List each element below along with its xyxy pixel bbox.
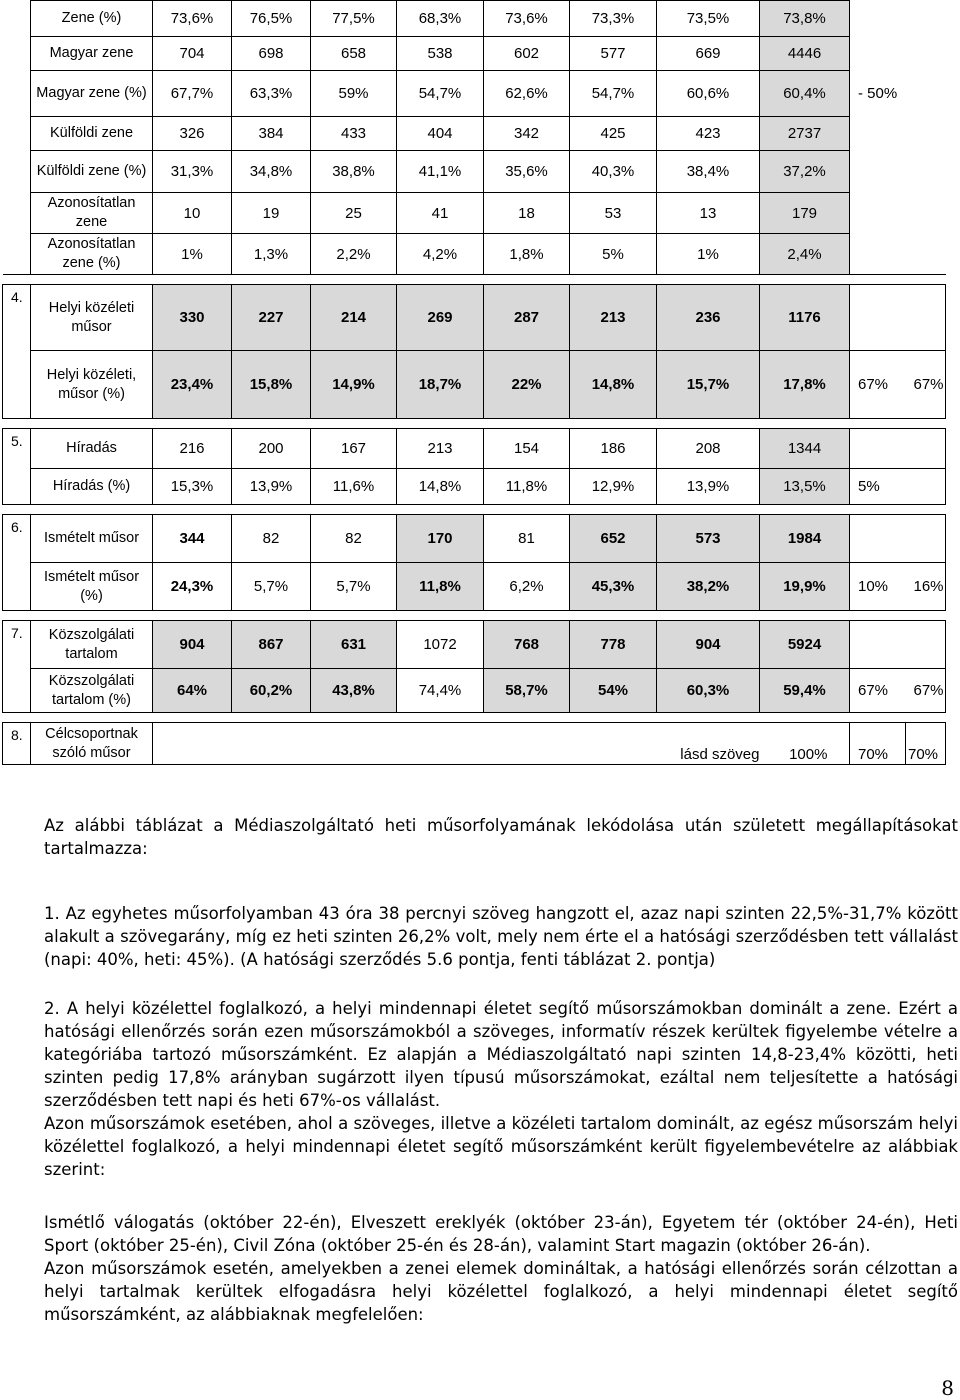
value-cell: 40,3% bbox=[570, 151, 657, 193]
value-cell: 35,6% bbox=[484, 151, 570, 193]
value-cell: 12,9% bbox=[570, 469, 657, 505]
value-cell: 1072 bbox=[397, 621, 484, 669]
value-cell: 58,7% bbox=[484, 669, 570, 713]
value-cell: 54% bbox=[570, 669, 657, 713]
value-cell: 433 bbox=[311, 117, 397, 151]
value-cell: 82 bbox=[232, 515, 311, 563]
value-cell: 425 bbox=[570, 117, 657, 151]
table-spacer-row bbox=[3, 275, 946, 285]
value-cell: 60,4% bbox=[760, 71, 850, 117]
value-cell: 63,3% bbox=[232, 71, 311, 117]
value-cell: 236 bbox=[657, 285, 760, 351]
value-cell: 37,2% bbox=[760, 151, 850, 193]
row-label: Célcsoportnak szóló műsor bbox=[31, 723, 153, 765]
value-cell: 22% bbox=[484, 351, 570, 419]
finding-2: 2. A helyi közélettel foglalkozó, a helyi mindennapi életet segítő műsorszámokban dominált a zene. Ezért a hatósági ellenőrzés során ezen műsorszámokból a szöveges, informatív részek kerültek figyelembe vételre a kategóriába tartozó műsorszámként. Ez alapján a Médiaszolgáltató napi szinten 14,8-23,4% közötti, heti szinten pedig 17,8% arányban sugárzott ilyen típusú műsorszámokat, ezáltal nem teljesítette a hatósági szerződésben tett napi és heti 67%-os vállalást. Azon műsorszámok esetében, ahol a szöveges, illetve a közéleti tartalom dominált, az egész műsorszám helyi közélettel foglalkozó, a helyi mindennapi életet segítő műsorszámként került figyelembevételre az alábbiak szerint: bbox=[44, 999, 958, 1179]
table-row bbox=[3, 117, 946, 151]
value-cell: 1% bbox=[153, 234, 232, 275]
value-cell: 13,5% bbox=[760, 469, 850, 505]
value-cell: 213 bbox=[570, 285, 657, 351]
requirement-cell: 67% bbox=[906, 669, 946, 713]
value-cell: 68,3% bbox=[397, 1, 484, 37]
requirement-cell bbox=[850, 285, 906, 351]
requirement-cell bbox=[850, 151, 906, 193]
value-cell: 1344 bbox=[760, 429, 850, 469]
requirement-cell bbox=[906, 37, 946, 71]
spacer-cell bbox=[3, 505, 946, 515]
table-row bbox=[3, 285, 946, 351]
table-row bbox=[3, 429, 946, 469]
table-spacer-row bbox=[3, 505, 946, 515]
value-cell: 41 bbox=[397, 193, 484, 234]
merged-value-cell: lásd szöveg bbox=[153, 723, 760, 765]
value-cell: 904 bbox=[153, 621, 232, 669]
requirement-cell: 10% bbox=[850, 563, 906, 611]
requirement-cell bbox=[850, 1, 906, 37]
value-cell: 34,8% bbox=[232, 151, 311, 193]
requirement-cell bbox=[906, 285, 946, 351]
value-cell: 216 bbox=[153, 429, 232, 469]
row-label: Zene (%) bbox=[31, 1, 153, 37]
spacer-cell bbox=[3, 713, 946, 723]
value-cell: 5,7% bbox=[232, 563, 311, 611]
row-label: Ismételt műsor (%) bbox=[31, 563, 153, 611]
requirement-cell bbox=[850, 234, 906, 275]
value-cell: 54,7% bbox=[570, 71, 657, 117]
value-cell: 5,7% bbox=[311, 563, 397, 611]
value-cell: 577 bbox=[570, 37, 657, 71]
spacer-cell bbox=[3, 275, 946, 285]
empty-cell bbox=[3, 37, 31, 71]
table-spacer-row bbox=[3, 419, 946, 429]
table-row bbox=[3, 621, 946, 669]
value-cell: 24,3% bbox=[153, 563, 232, 611]
spacer-cell bbox=[3, 611, 946, 621]
requirement-cell bbox=[850, 621, 906, 669]
finding-1: 1. Az egyhetes műsorfolyamban 43 óra 38 percnyi szöveg hangzott el, azaz napi szinten 22,5%-31,7% között alakult a szövegarány, míg ez heti szinten 26,2% volt, mely nem érte el a hatósági szerződésben tett vállalást (napi: 40%, heti: 45%). (A hatósági szerződés 5.6 pontja, fenti táblázat 2. pontja) bbox=[44, 904, 958, 969]
statistics-table bbox=[2, 0, 946, 765]
value-cell: 15,7% bbox=[657, 351, 760, 419]
value-cell: 904 bbox=[657, 621, 760, 669]
table-row bbox=[3, 1, 946, 37]
requirement-cell bbox=[850, 193, 906, 234]
value-cell: 602 bbox=[484, 37, 570, 71]
value-cell: 2,2% bbox=[311, 234, 397, 275]
value-cell: 77,5% bbox=[311, 1, 397, 37]
requirement-cell bbox=[906, 469, 946, 505]
requirement-cell bbox=[906, 193, 946, 234]
value-cell: 14,8% bbox=[570, 351, 657, 419]
value-cell: 768 bbox=[484, 621, 570, 669]
value-cell: 73,5% bbox=[657, 1, 760, 37]
value-cell: 19 bbox=[232, 193, 311, 234]
row-label: Közszolgálati tartalom (%) bbox=[31, 669, 153, 713]
value-cell: 2,4% bbox=[760, 234, 850, 275]
value-cell: 669 bbox=[657, 37, 760, 71]
row-label: Külföldi zene bbox=[31, 117, 153, 151]
requirement-cell bbox=[906, 117, 946, 151]
value-cell: 53 bbox=[570, 193, 657, 234]
value-cell: 698 bbox=[232, 37, 311, 71]
value-cell: 13 bbox=[657, 193, 760, 234]
value-cell: 67,7% bbox=[153, 71, 232, 117]
value-cell: 54,7% bbox=[397, 71, 484, 117]
value-cell: 10 bbox=[153, 193, 232, 234]
table-row bbox=[3, 71, 946, 117]
requirement-cell bbox=[850, 117, 906, 151]
value-cell: 1984 bbox=[760, 515, 850, 563]
value-cell: 18,7% bbox=[397, 351, 484, 419]
value-cell: 652 bbox=[570, 515, 657, 563]
requirement-cell bbox=[906, 429, 946, 469]
value-cell: 64% bbox=[153, 669, 232, 713]
table-row bbox=[3, 669, 946, 713]
value-cell: 59% bbox=[311, 71, 397, 117]
value-cell: 76,5% bbox=[232, 1, 311, 37]
value-cell: 1,8% bbox=[484, 234, 570, 275]
value-cell: 18 bbox=[484, 193, 570, 234]
requirement-cell bbox=[906, 71, 946, 117]
value-cell: 423 bbox=[657, 117, 760, 151]
value-cell: 867 bbox=[232, 621, 311, 669]
requirement-cell: 70% bbox=[850, 723, 906, 765]
value-cell: 269 bbox=[397, 285, 484, 351]
value-cell: 73,6% bbox=[484, 1, 570, 37]
requirement-cell: 70% bbox=[906, 723, 946, 765]
value-cell: 73,8% bbox=[760, 1, 850, 37]
value-cell: 538 bbox=[397, 37, 484, 71]
value-cell: 5924 bbox=[760, 621, 850, 669]
value-cell: 573 bbox=[657, 515, 760, 563]
value-cell: 14,8% bbox=[397, 469, 484, 505]
requirement-cell bbox=[906, 515, 946, 563]
requirement-cell: - 50% bbox=[858, 85, 898, 102]
table-row bbox=[3, 234, 946, 275]
value-cell: 330 bbox=[153, 285, 232, 351]
value-cell: 15,8% bbox=[232, 351, 311, 419]
table-row bbox=[3, 151, 946, 193]
value-cell: 13,9% bbox=[232, 469, 311, 505]
table-row bbox=[3, 469, 946, 505]
requirement-cell bbox=[850, 429, 906, 469]
table-row bbox=[3, 351, 946, 419]
row-label: Magyar zene bbox=[31, 37, 153, 71]
value-cell: 6,2% bbox=[484, 563, 570, 611]
value-cell: 227 bbox=[232, 285, 311, 351]
value-cell: 38,2% bbox=[657, 563, 760, 611]
value-cell: 25 bbox=[311, 193, 397, 234]
value-cell: 11,8% bbox=[484, 469, 570, 505]
requirement-cell bbox=[906, 234, 946, 275]
requirement-cell: 67% bbox=[850, 351, 906, 419]
value-cell: 82 bbox=[311, 515, 397, 563]
value-cell: 1,3% bbox=[232, 234, 311, 275]
requirement-cell: 100% bbox=[760, 723, 850, 765]
empty-cell bbox=[3, 193, 31, 234]
value-cell: 43,8% bbox=[311, 669, 397, 713]
value-cell: 4446 bbox=[760, 37, 850, 71]
value-cell: 170 bbox=[397, 515, 484, 563]
value-cell: 11,6% bbox=[311, 469, 397, 505]
value-cell: 74,4% bbox=[397, 669, 484, 713]
page-number: 8 bbox=[941, 1376, 954, 1400]
row-label: Azonosítatlan zene (%) bbox=[31, 234, 153, 275]
intro-paragraph: Az alábbi táblázat a Médiaszolgáltató heti műsorfolyamának lekódolása után született megállapításokat tartalmazza: bbox=[44, 816, 958, 858]
value-cell: 179 bbox=[760, 193, 850, 234]
value-cell: 344 bbox=[153, 515, 232, 563]
empty-cell bbox=[3, 71, 31, 117]
value-cell: 287 bbox=[484, 285, 570, 351]
value-cell: 15,3% bbox=[153, 469, 232, 505]
requirement-cell: 16% bbox=[906, 563, 946, 611]
table-spacer-row bbox=[3, 611, 946, 621]
empty-cell bbox=[3, 117, 31, 151]
requirement-cell bbox=[850, 37, 906, 71]
value-cell: 19,9% bbox=[760, 563, 850, 611]
value-cell: 658 bbox=[311, 37, 397, 71]
value-cell: 342 bbox=[484, 117, 570, 151]
row-label: Híradás bbox=[31, 429, 153, 469]
value-cell: 62,6% bbox=[484, 71, 570, 117]
table-row bbox=[3, 723, 946, 765]
value-cell: 59,4% bbox=[760, 669, 850, 713]
row-label: Külföldi zene (%) bbox=[31, 151, 153, 193]
value-cell: 213 bbox=[397, 429, 484, 469]
empty-cell bbox=[3, 1, 31, 37]
value-cell: 154 bbox=[484, 429, 570, 469]
value-cell: 41,1% bbox=[397, 151, 484, 193]
value-cell: 38,8% bbox=[311, 151, 397, 193]
row-label: Helyi közéleti, műsor (%) bbox=[31, 351, 153, 419]
value-cell: 208 bbox=[657, 429, 760, 469]
value-cell: 23,4% bbox=[153, 351, 232, 419]
value-cell: 31,3% bbox=[153, 151, 232, 193]
row-label: Híradás (%) bbox=[31, 469, 153, 505]
row-label: Magyar zene (%) bbox=[31, 71, 153, 117]
value-cell: 384 bbox=[232, 117, 311, 151]
table-row bbox=[3, 563, 946, 611]
value-cell: 1% bbox=[657, 234, 760, 275]
value-cell: 404 bbox=[397, 117, 484, 151]
value-cell: 186 bbox=[570, 429, 657, 469]
row-label: Ismételt műsor bbox=[31, 515, 153, 563]
row-number: 4. bbox=[3, 285, 31, 419]
row-number: 7. bbox=[3, 621, 31, 713]
value-cell: 2737 bbox=[760, 117, 850, 151]
row-number: 8. bbox=[3, 723, 31, 765]
value-cell: 200 bbox=[232, 429, 311, 469]
value-cell: 17,8% bbox=[760, 351, 850, 419]
value-cell: 167 bbox=[311, 429, 397, 469]
requirement-cell: 5% bbox=[850, 469, 906, 505]
value-cell: 38,4% bbox=[657, 151, 760, 193]
value-cell: 631 bbox=[311, 621, 397, 669]
requirement-cell bbox=[906, 151, 946, 193]
row-label: Azonosítatlan zene bbox=[31, 193, 153, 234]
requirement-cell bbox=[906, 1, 946, 37]
value-cell: 60,2% bbox=[232, 669, 311, 713]
value-cell: 60,6% bbox=[657, 71, 760, 117]
row-label: Helyi közéleti műsor bbox=[31, 285, 153, 351]
table-row bbox=[3, 37, 946, 71]
requirement-cell: 67% bbox=[850, 669, 906, 713]
empty-cell bbox=[3, 151, 31, 193]
requirement-cell: 67% bbox=[906, 351, 946, 419]
value-cell: 704 bbox=[153, 37, 232, 71]
program-list-paragraph: Ismétlő válogatás (október 22-én), Elveszett ereklyék (október 23-án), Egyetem tér (október 24-én), Heti Sport (október 25-én), Civil Zóna (október 25-én és 28-án), valamint Start magazin (október 26-án). Azon műsorszámok esetén, amelyekben a zenei elemek domináltak, a hatósági ellenőrzés során célzottan a helyi tartalmak kerültek elfogadásra helyi közélettel foglalkozó, a helyi mindennapi életet segítő műsorszámként, az alábbiaknak megfelelően: bbox=[44, 1213, 958, 1324]
empty-cell bbox=[3, 234, 31, 275]
value-cell: 326 bbox=[153, 117, 232, 151]
table-spacer-row bbox=[3, 713, 946, 723]
value-cell: 73,6% bbox=[153, 1, 232, 37]
row-number: 6. bbox=[3, 515, 31, 611]
value-cell: 778 bbox=[570, 621, 657, 669]
table-row bbox=[3, 515, 946, 563]
value-cell: 73,3% bbox=[570, 1, 657, 37]
value-cell: 14,9% bbox=[311, 351, 397, 419]
value-cell: 45,3% bbox=[570, 563, 657, 611]
value-cell: 1176 bbox=[760, 285, 850, 351]
value-cell: 4,2% bbox=[397, 234, 484, 275]
value-cell: 11,8% bbox=[397, 563, 484, 611]
spacer-cell bbox=[3, 419, 946, 429]
requirement-cell bbox=[906, 621, 946, 669]
requirement-cell bbox=[850, 515, 906, 563]
row-label: Közszolgálati tartalom bbox=[31, 621, 153, 669]
value-cell: 214 bbox=[311, 285, 397, 351]
value-cell: 13,9% bbox=[657, 469, 760, 505]
value-cell: 81 bbox=[484, 515, 570, 563]
row-number: 5. bbox=[3, 429, 31, 505]
table-row bbox=[3, 193, 946, 234]
value-cell: 60,3% bbox=[657, 669, 760, 713]
value-cell: 5% bbox=[570, 234, 657, 275]
